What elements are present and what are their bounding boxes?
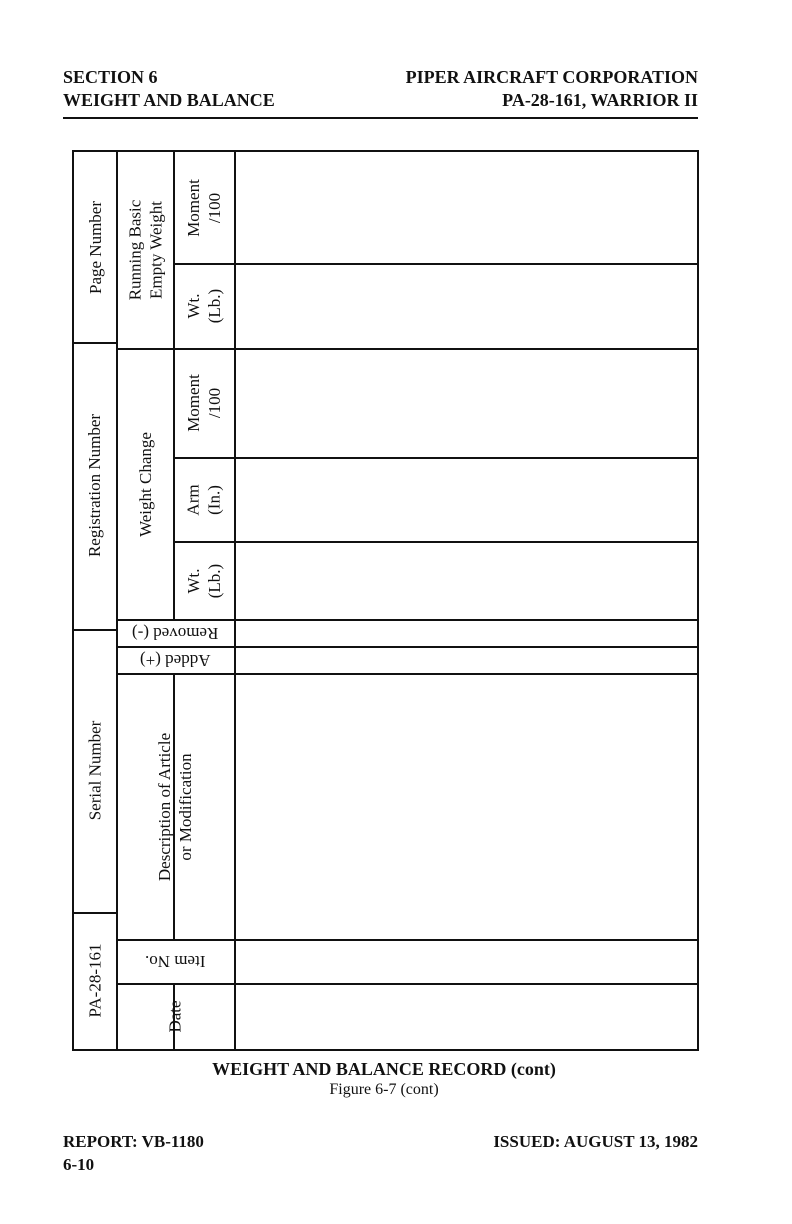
figure-title: WEIGHT AND BALANCE RECORD (cont): [212, 1059, 556, 1079]
weight-balance-form: [72, 150, 699, 1051]
date-header: Date: [165, 1000, 185, 1033]
page-number: 6-10: [63, 1155, 95, 1174]
registration-number-label: Registration Number: [85, 413, 105, 558]
section-title: WEIGHT AND BALANCE: [63, 90, 275, 110]
wc-arm-header: Arm (In.): [183, 483, 224, 516]
model-label: PA-28-161: [85, 943, 105, 1018]
wc-weight-header: Wt. (Lb.): [184, 563, 224, 598]
removed-entry[interactable]: [235, 620, 697, 646]
item-no-header: Item No.: [144, 952, 206, 971]
issue-date: ISSUED: AUGUST 13, 1982: [493, 1132, 698, 1151]
removed-header: Removed (-): [131, 623, 219, 643]
figure-number: Figure 6-7 (cont): [329, 1081, 439, 1098]
wc-weight-entry[interactable]: [235, 542, 697, 619]
rbew-moment-header: Moment /100: [183, 178, 224, 237]
wc-arm-entry[interactable]: [235, 458, 697, 541]
page-number-label: Page Number: [85, 200, 105, 294]
section-label: SECTION 6: [63, 67, 158, 87]
wc-moment-entry[interactable]: [235, 349, 697, 457]
description-header: Description of Article or Modification: [155, 732, 195, 881]
running-basic-empty-weight-header: Running Basic Empty Weight: [125, 199, 165, 301]
wc-moment-header: Moment /100: [183, 374, 224, 432]
rbew-weight-header: Wt. (Lb.): [184, 288, 224, 324]
report-number: REPORT: VB-1180: [63, 1132, 204, 1151]
added-header: Added (+): [139, 650, 211, 670]
weight-change-header: Weight Change: [135, 431, 155, 537]
aircraft-model: PA-28-161, WARRIOR II: [502, 90, 698, 110]
item-no-entry[interactable]: [235, 940, 697, 983]
header-rule: [63, 117, 698, 119]
rbew-moment-entry[interactable]: [235, 152, 697, 263]
serial-number-label: Serial Number: [85, 720, 105, 821]
company-name: PIPER AIRCRAFT CORPORATION: [405, 67, 698, 87]
added-entry[interactable]: [235, 647, 697, 673]
rbew-weight-entry[interactable]: [235, 264, 697, 348]
description-entry[interactable]: [235, 674, 697, 939]
date-entry[interactable]: [235, 984, 697, 1049]
